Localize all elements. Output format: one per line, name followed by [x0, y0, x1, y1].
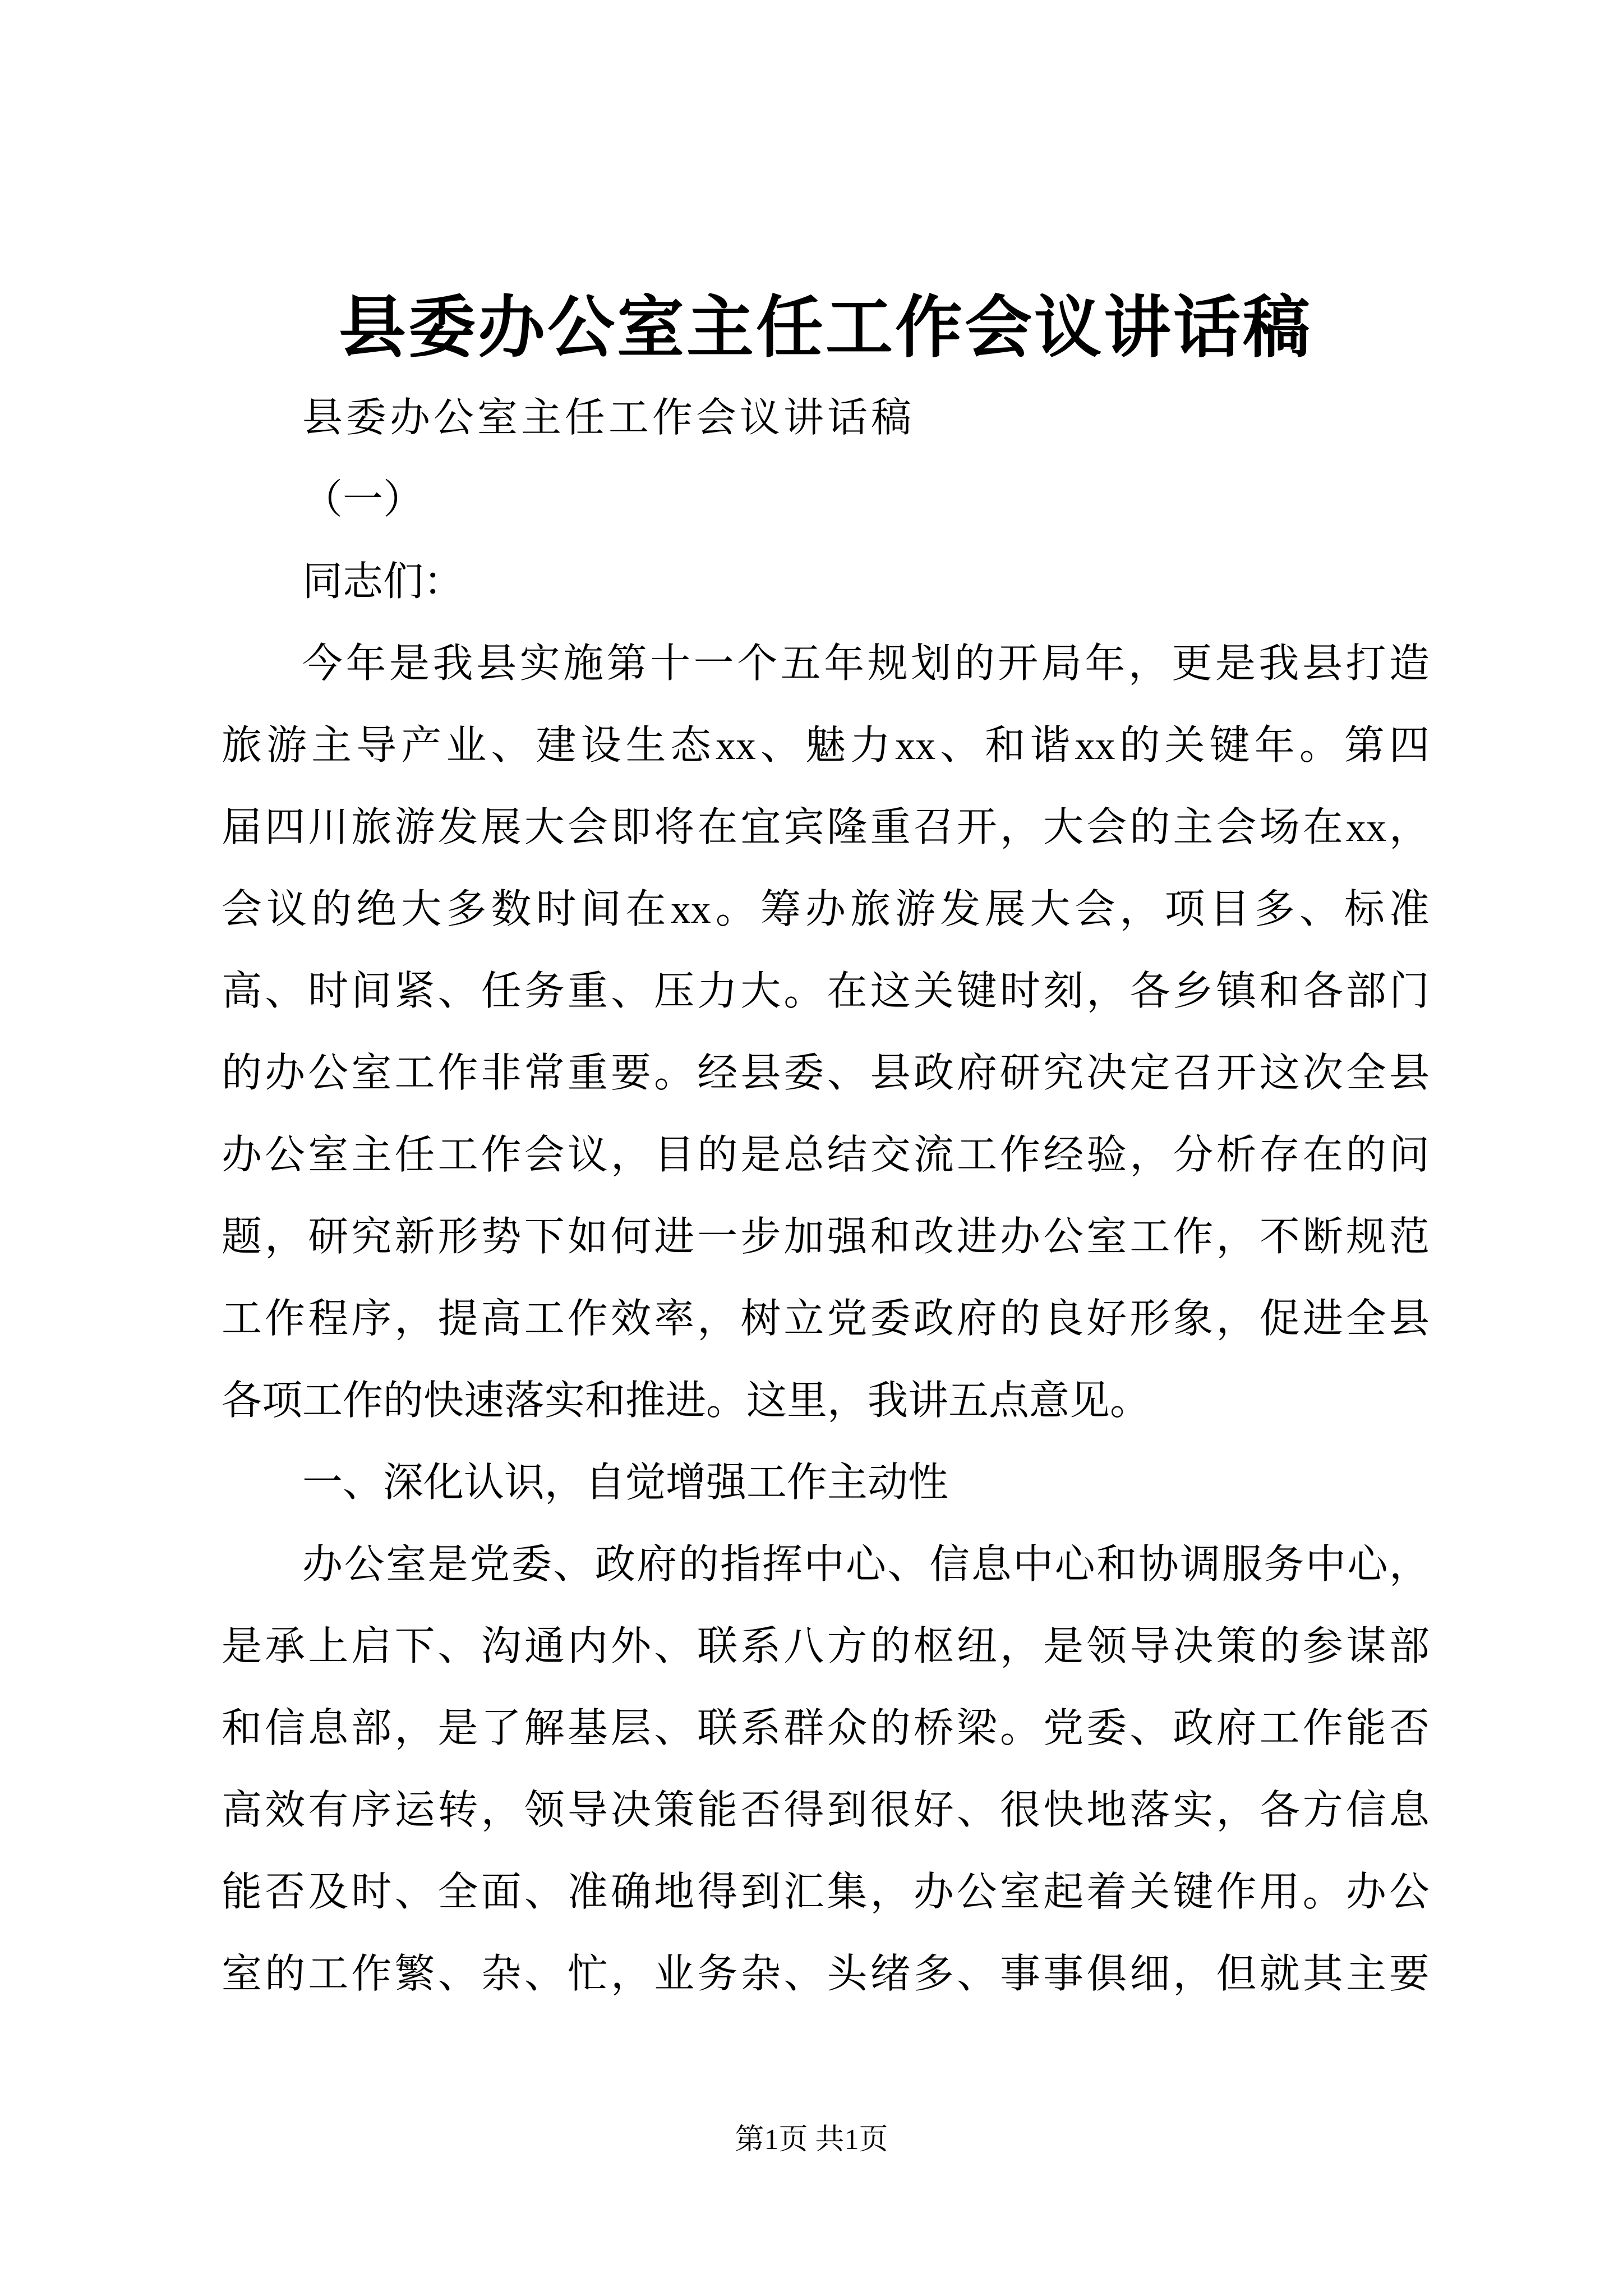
paragraph1-line: 的办公室工作非常重要。经县委、县政府研究决定召开这次全县 [222, 1051, 1430, 1096]
document-body [222, 289, 1430, 2015]
section-marker: （一） [302, 477, 424, 522]
paragraph1-line: 各项工作的快速落实和推进。这里，我讲五点意见。 [222, 1378, 1151, 1423]
paragraph2-line: 能否及时、全面、准确地得到汇集，办公室起着关键作用。办公 [222, 1870, 1430, 1915]
document-subtitle: 县委办公室主任工作会议讲话稿 [302, 395, 915, 440]
document-title: 县委办公室主任工作会议讲话稿 [339, 291, 1312, 365]
paragraph1-line: 题，研究新形势下如何进一步加强和改进办公室工作，不断规范 [222, 1214, 1430, 1259]
paragraph1-line: 旅游主导产业、建设生态xx、魅力xx、和谐xx的关键年。第四 [222, 723, 1430, 768]
paragraph2-line: 办公室是党委、政府的指挥中心、信息中心和协调服务中心， [302, 1542, 1430, 1587]
salutation-line: 同志们： [302, 559, 464, 604]
paragraph2-line: 和信息部，是了解基层、联系群众的桥梁。党委、政府工作能否 [222, 1706, 1430, 1751]
paragraph1-line: 届四川旅游发展大会即将在宜宾隆重召开，大会的主会场在xx， [222, 805, 1430, 850]
paragraph1-line: 高、时间紧、任务重、压力大。在这关键时刻，各乡镇和各部门 [222, 969, 1430, 1014]
paragraph2-line: 高效有序运转，领导决策能否得到很好、很快地落实，各方信息 [222, 1788, 1430, 1833]
section-heading: 一、深化认识，自觉增强工作主动性 [302, 1460, 949, 1505]
paragraph1-line: 今年是我县实施第十一个五年规划的开局年，更是我县打造 [302, 641, 1430, 686]
page-footer: 第1页 共1页 [735, 2124, 888, 2156]
paragraph1-line: 会议的绝大多数时间在xx。筹办旅游发展大会，项目多、标准 [222, 887, 1430, 932]
paragraph1-line: 办公室主任工作会议，目的是总结交流工作经验，分析存在的问 [222, 1133, 1430, 1177]
paragraph1-line: 工作程序，提高工作效率，树立党委政府的良好形象，促进全县 [222, 1296, 1430, 1341]
paragraph2-line: 是承上启下、沟通内外、联系八方的枢纽，是领导决策的参谋部 [222, 1624, 1430, 1669]
paragraph2-line: 室的工作繁、杂、忙，业务杂、头绪多、事事俱细，但就其主要 [222, 1952, 1430, 1996]
